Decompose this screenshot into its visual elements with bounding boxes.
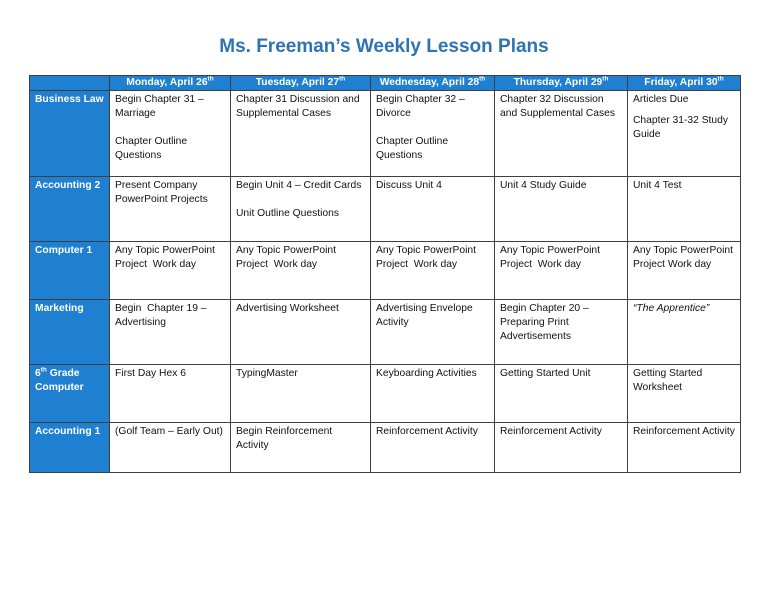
- plan-cell: [231, 177, 371, 242]
- plan-text: Present Company PowerPoint Projects: [115, 180, 208, 205]
- subject-cell: Accounting 2: [30, 177, 110, 242]
- plan-cell: [371, 423, 495, 473]
- subject-cell: Business Law: [30, 91, 110, 177]
- day-suffix: th: [479, 75, 486, 83]
- plan-cell: [628, 242, 741, 300]
- table-row: [30, 242, 741, 300]
- plan-text: Chapter Outline Questions: [376, 136, 449, 161]
- plan-text: Any Topic PowerPoint Project Work day: [500, 245, 603, 270]
- plan-text: Begin Chapter 19 – Advertising: [115, 303, 209, 328]
- plan-cell: [110, 91, 231, 177]
- plan-cell: [371, 91, 495, 177]
- plan-text: Begin Chapter 31 – Marriage: [115, 94, 204, 119]
- day-header: [231, 76, 371, 91]
- plan-text: Any Topic PowerPoint Project Work day: [115, 245, 218, 270]
- plan-text: Keyboarding Activities: [376, 368, 477, 379]
- plan-text: Articles Due: [633, 94, 689, 105]
- table-row: [30, 91, 741, 177]
- table-row: [30, 177, 741, 242]
- plan-text: Any Topic PowerPoint Project Work day: [236, 245, 339, 270]
- plan-text: Reinforcement Activity: [376, 426, 478, 437]
- plan-text: Reinforcement Activity: [500, 426, 602, 437]
- plan-cell: [231, 423, 371, 473]
- plan-cell: [628, 300, 741, 365]
- table-row: [30, 300, 741, 365]
- plan-cell: [628, 423, 741, 473]
- plan-cell: [495, 242, 628, 300]
- plan-text: Begin Reinforcement Activity: [236, 426, 333, 451]
- day-label: Tuesday, April 27: [255, 77, 340, 88]
- plan-cell: [628, 177, 741, 242]
- plan-cell: [495, 300, 628, 365]
- plan-text: First Day Hex 6: [115, 368, 186, 379]
- plan-cell: [495, 177, 628, 242]
- plan-text: Unit 4 Study Guide: [500, 180, 587, 191]
- subject-prefix: 6: [35, 368, 41, 379]
- plan-text: Unit 4 Test: [633, 180, 682, 191]
- plan-cell: [231, 91, 371, 177]
- day-label: Wednesday, April 28: [379, 77, 480, 88]
- plan-text: Begin Unit 4 – Credit Cards: [236, 180, 362, 191]
- plan-text: Getting Started Worksheet: [633, 368, 703, 393]
- plan-cell: [495, 365, 628, 423]
- header-row: [30, 76, 741, 91]
- plan-text: Chapter 31-32 Study Guide: [633, 115, 729, 140]
- plan-text: Reinforcement Activity: [633, 426, 735, 437]
- plan-text: Any Topic PowerPoint Project Work day: [376, 245, 479, 270]
- page-title: Ms. Freeman’s Weekly Lesson Plans: [219, 36, 549, 57]
- plan-text: Getting Started Unit: [500, 368, 591, 379]
- plan-text: Discuss Unit 4: [376, 180, 442, 191]
- plan-text: Unit Outline Questions: [236, 208, 340, 219]
- plan-text: Advertising Envelope Activity: [376, 303, 473, 328]
- plan-cell: [110, 242, 231, 300]
- day-header: [628, 76, 741, 91]
- day-label: Friday, April 30: [644, 77, 718, 88]
- subject-cell: Marketing: [30, 300, 110, 365]
- day-header: [110, 76, 231, 91]
- plan-cell: [110, 177, 231, 242]
- plan-cell: [231, 365, 371, 423]
- plan-text: (Golf Team – Early Out): [115, 426, 223, 437]
- plan-text: Advertising Worksheet: [236, 303, 339, 314]
- subject-cell: Accounting 1: [30, 423, 110, 473]
- day-suffix: th: [207, 75, 214, 83]
- plan-text: Any Topic PowerPoint Project Work day: [633, 245, 733, 270]
- plan-text: Chapter 31 Discussion and Supplemental Cases: [236, 94, 360, 119]
- table-row: [30, 365, 741, 423]
- plan-cell: [110, 365, 231, 423]
- plan-cell: [110, 423, 231, 473]
- plan-cell: [231, 242, 371, 300]
- plan-cell: [371, 177, 495, 242]
- plan-cell: [371, 365, 495, 423]
- plan-cell: [628, 91, 741, 177]
- plan-cell: [371, 242, 495, 300]
- plan-text: “The Apprentice”: [633, 303, 710, 314]
- plan-cell: [110, 300, 231, 365]
- day-suffix: th: [717, 75, 724, 83]
- day-suffix: th: [602, 75, 609, 83]
- plan-text: Chapter 32 Discussion and Supplemental Cases: [500, 94, 616, 119]
- day-label: Thursday, April 29: [513, 77, 603, 88]
- plan-cell: [231, 300, 371, 365]
- lesson-plan-table: [29, 75, 741, 473]
- day-header: [495, 76, 628, 91]
- plan-text: Begin Chapter 32 – Divorce: [376, 94, 465, 119]
- day-suffix: th: [339, 75, 346, 83]
- subject-label: Grade Computer: [35, 368, 84, 393]
- table-row: [30, 423, 741, 473]
- subject-cell: Computer 1: [30, 242, 110, 300]
- plan-text: Chapter Outline Questions: [115, 136, 188, 161]
- subject-cell: [30, 365, 110, 423]
- plan-cell: [371, 300, 495, 365]
- plan-text: Begin Chapter 20 – Preparing Print Advertisements: [500, 303, 589, 342]
- plan-cell: [495, 91, 628, 177]
- plan-text: TypingMaster: [236, 368, 298, 379]
- day-header: [371, 76, 495, 91]
- plan-cell: [628, 365, 741, 423]
- subject-suffix: th: [40, 366, 47, 374]
- corner-cell: [30, 76, 110, 91]
- plan-cell: [495, 423, 628, 473]
- day-label: Monday, April 26: [126, 77, 208, 88]
